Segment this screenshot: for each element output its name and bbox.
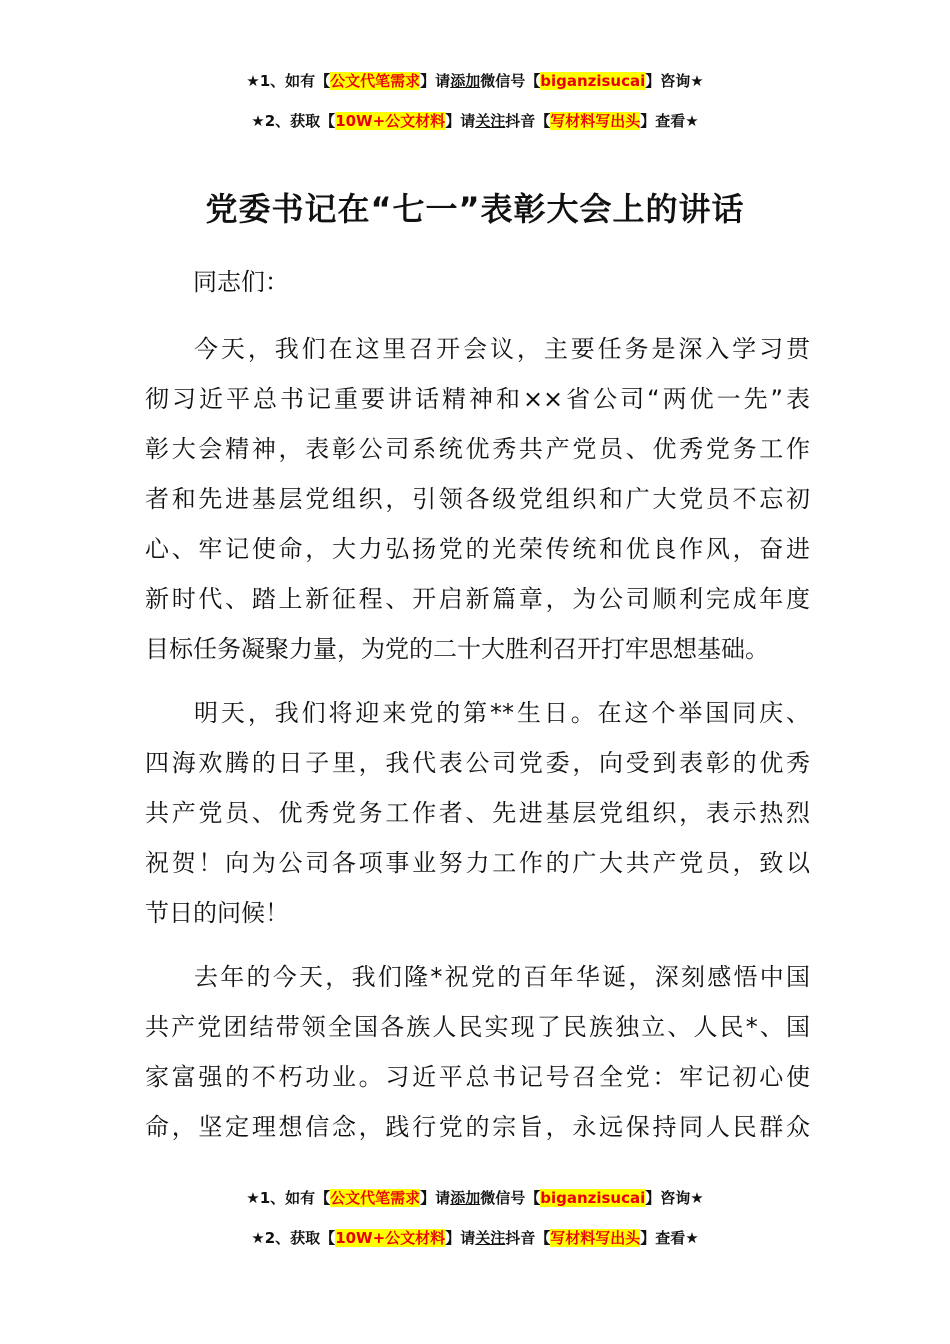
banner-highlight: 写材料写出头	[550, 1229, 641, 1247]
paragraph-line: 去年的今天，我们隆*祝党的百年华诞，深刻感悟中国	[194, 963, 810, 991]
banner-text: 】请	[420, 1189, 451, 1207]
greeting: 同志们：	[193, 268, 289, 296]
paragraph-line: 家富强的不朽功业。习近平总书记号召全党：牢记初心使	[145, 1063, 810, 1091]
paragraph-line: 目标任务凝聚力量，为党的二十大胜利召开打牢思想基础。	[145, 635, 769, 663]
paragraph-line: 共产党团结带领全国各族人民实现了民族独立、人民*、国	[145, 1013, 810, 1041]
banner-text: 】咨询★	[645, 1189, 704, 1207]
paragraph-line: 四海欢腾的日子里，我代表公司党委，向受到表彰的优秀	[145, 749, 810, 777]
header-banner-line-2	[0, 110, 950, 132]
paragraph-line: 节日的问候！	[145, 899, 289, 927]
paragraph-line: 祝贺！向为公司各项事业努力工作的广大共产党员，致以	[145, 849, 810, 877]
footer-banner-line-2	[0, 1227, 950, 1249]
paragraph-1	[145, 324, 810, 674]
banner-text: 】查看★	[640, 112, 699, 130]
banner-text: ★1、如有【	[246, 1189, 331, 1207]
banner-highlight: 写材料写出头	[550, 112, 641, 130]
banner-underline: 添加	[450, 72, 481, 90]
banner-text: 】咨询★	[645, 72, 704, 90]
banner-text: 】查看★	[640, 1229, 699, 1247]
banner-text: 】请	[445, 1229, 476, 1247]
banner-text: ★1、如有【	[246, 72, 331, 90]
banner-text: 】请	[445, 112, 476, 130]
document-title: 党委书记在“七一”表彰大会上的讲话	[205, 190, 745, 228]
banner-underline: 关注	[475, 112, 506, 130]
paragraph-line: 新时代、踏上新征程、开启新篇章，为公司顺利完成年度	[145, 585, 810, 613]
paragraph-line: 者和先进基层党组织，引领各级党组织和广大党员不忘初	[145, 485, 810, 513]
paragraph-line: 彰大会精神，表彰公司系统优秀共产党员、优秀党务工作	[145, 435, 810, 463]
banner-highlight: 公文代笔需求	[330, 1189, 421, 1207]
banner-text: ★2、获取【	[251, 112, 336, 130]
banner-underline: 添加	[450, 1189, 481, 1207]
banner-highlight: 公文代笔需求	[330, 72, 421, 90]
paragraph-line: 心、牢记使命，大力弘扬党的光荣传统和优良作风，奋进	[145, 535, 810, 563]
banner-underline: 关注	[475, 1229, 506, 1247]
banner-text: 】请	[420, 72, 451, 90]
paragraph-line: 命，坚定理想信念，践行党的宗旨，永远保持同人民群众	[145, 1113, 810, 1141]
paragraph-line: 共产党员、优秀党务工作者、先进基层党组织，表示热烈	[145, 799, 810, 827]
banner-text: 抖音【	[505, 112, 551, 130]
banner-text: 微信号【	[480, 1189, 541, 1207]
banner-text: 微信号【	[480, 72, 541, 90]
paragraph-line: 今天，我们在这里召开会议，主要任务是深入学习贯	[194, 335, 810, 363]
header-banner-line-1	[0, 70, 950, 92]
paragraph-2	[145, 688, 810, 938]
banner-highlight: 10W+公文材料	[335, 1229, 446, 1247]
footer-banner-line-1	[0, 1187, 950, 1209]
banner-highlight: biganzisucai	[540, 72, 646, 90]
banner-text: 抖音【	[505, 1229, 551, 1247]
paragraph-line: 彻习近平总书记重要讲话精神和××省公司“两优一先”表	[145, 385, 810, 413]
banner-highlight: biganzisucai	[540, 1189, 646, 1207]
banner-text: ★2、获取【	[251, 1229, 336, 1247]
paragraph-3	[145, 952, 810, 1152]
banner-highlight: 10W+公文材料	[335, 112, 446, 130]
paragraph-line: 明天，我们将迎来党的第**生日。在这个举国同庆、	[194, 699, 810, 727]
